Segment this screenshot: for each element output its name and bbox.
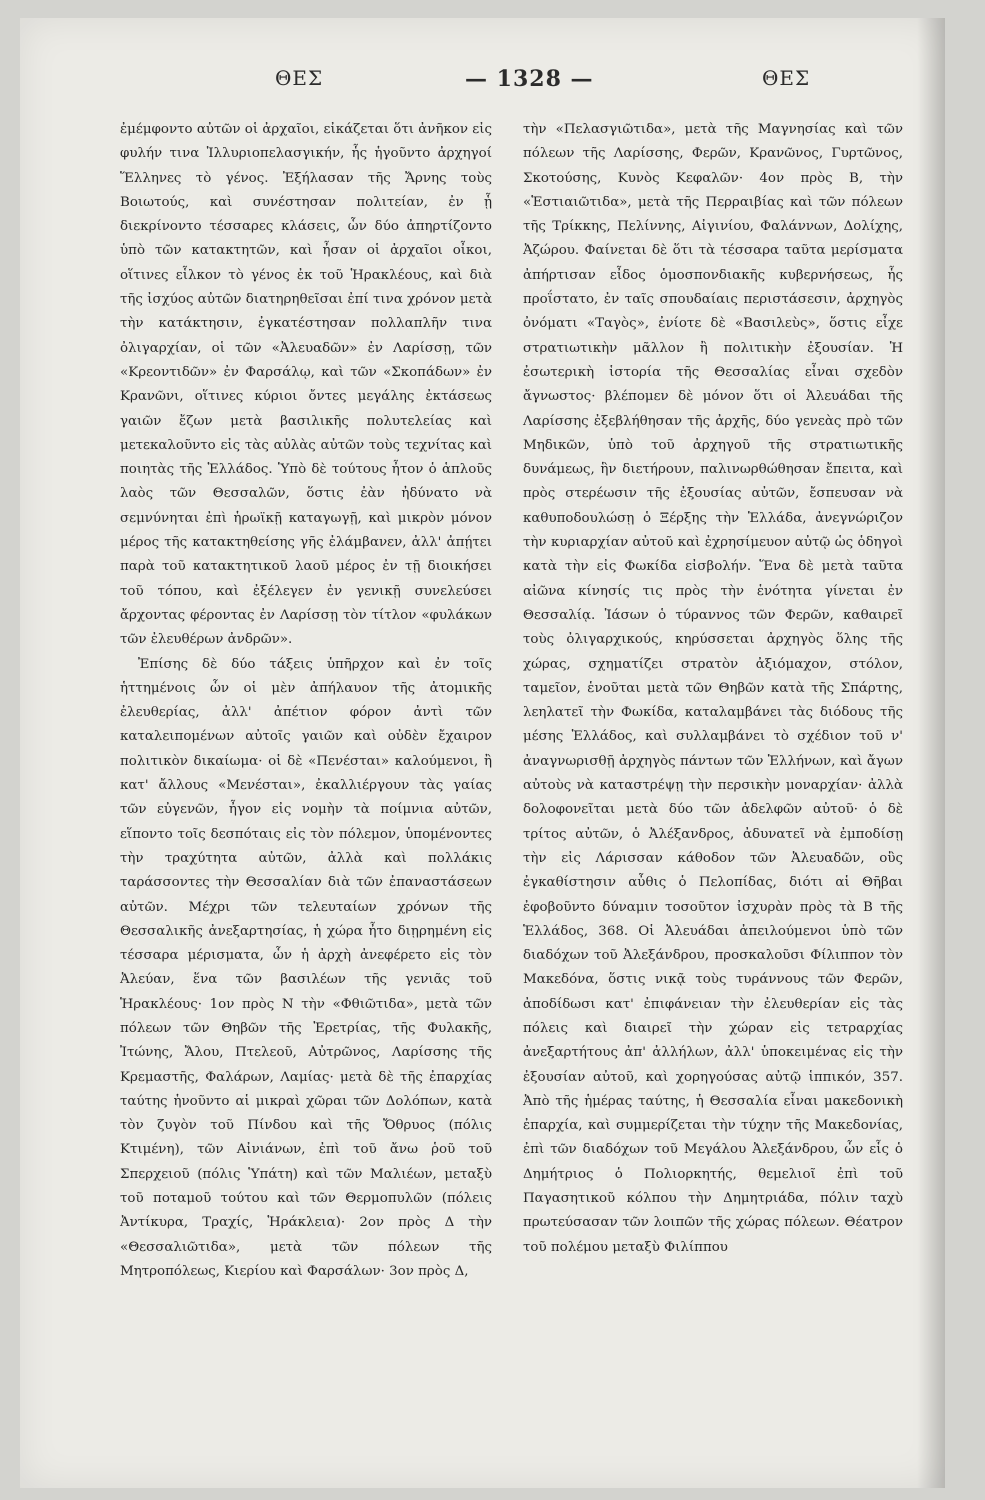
book-page [20, 18, 945, 1488]
right-paragraph-1: τὴν «Πελασγιῶτιδα», μετὰ τῆς Μαγνησίας καὶ τῶν πόλεων τῆς Λαρίσσης, Φερῶν, Κρανῶνος, Γυρτῶνος, Σκοτούσης, Κυνὸς Κεφαλῶν· 4ον πρὸς Β, τὴν «Ἑστιαιῶτιδα», μετὰ τῆς Περραιβίας καὶ τῶν πόλεων τῆς Τρίκκης, Πελίννης, Αἰγινίου, Φαλάννων, Δολίχης, Ἀζώρου. Φαίνεται δὲ ὅτι τὰ τέσσαρα ταῦτα μερίσματα ἀπήρτισαν εἶδος ὁμοσπονδιακῆς κυβερνήσεως, ἧς προΐστατο, ἐν ταῖς σπουδαίαις περιστάσεσιν, ἀρχηγὸς ὀνόματι «Ταγὸς», ἐνίοτε δὲ «Βασιλεὺς», ὅστις εἶχε στρατιωτικὴν μᾶλλον ἢ πολιτικὴν ἐξουσίαν. Ἡ ἐσωτερικὴ ἱστορία τῆς Θεσσαλίας εἶναι σχεδὸν ἄγνωστος· βλέπομεν δὲ μόνον ὅτι οἱ Ἀλευάδαι τῆς Λαρίσσης ἐξεβλήθησαν τῆς ἀρχῆς, δύο γενεὰς πρὸ τῶν Μηδικῶν, ὑπὸ τοῦ ἀρχηγοῦ τῆς στρατιωτικῆς δυνάμεως, ἣν διετήρουν, παλινωρθώθησαν ἔπειτα, καὶ πρὸς στερέωσιν τῆς ἐξουσίας αὐτῶν, ἔσπευσαν νὰ καθυποδουλώσῃ ὁ Ξέρξης τὴν Ἑλλάδα, ἀνεγνώριζον τὴν κυριαρχίαν αὐτοῦ καὶ ἐχρησίμευον αὐτῷ ὡς ὁδηγοὶ κατὰ τὴν εἰς Φωκίδα εἰσβολήν. Ἕνα δὲ μετὰ ταῦτα αἰῶνα κίνησίς τις πρὸς τὴν ἑνότητα γίνεται ἐν Θεσσαλίᾳ. Ἰάσων ὁ τύραννος τῶν Φερῶν, καθαιρεῖ τοὺς ὀλιγαρχικούς, κηρύσσεται ἀρχηγὸς ὅλης τῆς χώρας, σχηματίζει στρατὸν ἀξιόμαχον, στόλον, ταμεῖον, ἑνοῦται μετὰ τῶν Θηβῶν κατὰ τῆς Σπάρτης, λεηλατεῖ τὴν Φωκίδα, καταλαμβάνει τὰς διόδους τῆς μέσης Ἑλλάδος, καὶ συλλαμβάνει τὸ σχέδιον τοῦ ν' ἀναγνωρισθῇ ἀρχηγὸς πάντων τῶν Ἑλλήνων, καὶ ἄγων αὐτοὺς νὰ καταστρέψῃ τὴν περσικὴν μοναρχίαν· ἀλλὰ δολοφονεῖται μετὰ δύο τῶν ἀδελφῶν αὐτοῦ· ὁ δὲ τρίτος αὐτῶν, ὁ Ἀλέξανδρος, ἀδυνατεῖ νὰ ἐμποδίσῃ τὴν εἰς Λάρισσαν κάθοδον τῶν Ἀλευαδῶν, οὓς ἐγκαθίστησιν αὖθις ὁ Πελοπίδας, διότι αἱ Θῆβαι ἐφοβοῦντο δύναμιν τοσοῦτον ἰσχυρὰν πρὸς τὰ Β τῆς Ἑλλάδος, 368. Οἱ Ἀλευάδαι ἀπειλούμενοι ὑπὸ τῶν διαδόχων τοῦ Ἀλεξάνδρου, προσκαλοῦσι Φίλιππον τὸν Μακεδόνα, ὅστις νικᾷ τοὺς τυράννους τῶν Φερῶν, ἀποδίδωσι κατ' ἐπιφάνειαν τὴν ἐλευθερίαν εἰς τὰς πόλεις καὶ διαιρεῖ τὴν χώραν εἰς τετραρχίας ἀνεξαρτήτους ἀπ' ἀλλήλων, ἀλλ' ὑποκειμένας εἰς τὴν ἐξουσίαν αὐτοῦ, καὶ χορηγούσας αὐτῷ ἱππικόν, 357. Ἀπὸ τῆς ἡμέρας ταύτης, ἡ Θεσσαλία εἶναι μακεδονικὴ ἐπαρχία, καὶ συμμερίζεται τὴν τύχην τῆς Μακεδονίας, ἐπὶ τῶν διαδόχων τοῦ Μεγάλου Ἀλεξάνδρου, ὧν εἷς ὁ Δημήτριος ὁ Πολιορκητής, θεμελιοῖ ἐπὶ τοῦ Παγασητικοῦ κόλπου τὴν Δημητριάδα, πόλιν ταχὺ πρωτεύσασαν τῶν λοιπῶν τῆς χώρας πόλεων. Θέατρον τοῦ πολέμου μεταξὺ Φιλίππου [523, 122, 903, 1255]
header-left-guideword: ΘΕΣ [275, 66, 324, 90]
running-header [20, 66, 945, 106]
left-paragraph-2: Ἐπίσης δὲ δύο τάξεις ὑπῆρχον καὶ ἐν τοῖς ἡττημένοις ὧν οἱ μὲν ἀπήλαυον τῆς ἀτομικῆς ἐλευθερίας, ἀλλ' ἀπέτιον φόρον ἀντὶ τῶν καταλειπομένων αὐτοῖς γαιῶν καὶ οὐδὲν ἔχαιρον πολιτικὸν δικαίωμα· οἱ δὲ «Πενέσται» καλούμενοι, ἢ κατ' ἄλλους «Μενέσται», ἐκαλλιέργουν τὰς γαίας τῶν εὐγενῶν, ἦγον εἰς νομὴν τὰ ποίμνια αὐτῶν, εἵποντο τοῖς δεσπόταις εἰς τὸν πόλεμον, ὑπομένοντες τὴν τραχύτητα αὐτῶν, ἀλλὰ καὶ πολλάκις ταράσσοντες τὴν Θεσσαλίαν διὰ τῶν ἐπαναστάσεων αὐτῶν. Μέχρι τῶν τελευταίων χρόνων τῆς Θεσσαλικῆς ἀνεξαρτησίας, ἡ χώρα ἦτο διῃρημένη εἰς τέσσαρα μέρισματα, ὧν ἡ ἀρχὴ ἀνεφέρετο εἰς τὸν Ἀλεύαν, ἕνα τῶν βασιλέων τῆς γενιᾶς τοῦ Ἡρακλέους· 1ον πρὸς Ν τὴν «Φθιῶτιδα», μετὰ τῶν πόλεων τῶν Θηβῶν τῆς Ἐρετρίας, τῆς Φυλακῆς, Ἰτώνης, Ἄλου, Πτελεοῦ, Αὐτρῶνος, Λαρίσσης τῆς Κρεμαστῆς, Φαλάρων, Λαμίας· μετὰ δὲ τῆς ἐπαρχίας ταύτης ἡνοῦντο αἱ μικραὶ χῶραι τῶν Δολόπων, κατὰ τὸν ζυγὸν τοῦ Πίνδου καὶ τῆς Ὄθρυος (πόλις Κτιμένη), τῶν Αἰνιάνων, ἐπὶ τοῦ ἄνω ῥοῦ τοῦ Σπερχειοῦ (πόλις Ὑπάτη) καὶ τῶν Μαλιέων, μεταξὺ τοῦ ποταμοῦ τούτου καὶ τῶν Θερμοπυλῶν (πόλεις Ἀντίκυρα, Τραχίς, Ἡράκλεια)· 2ον πρὸς Δ τὴν «Θεσσαλιῶτιδα», μετὰ τῶν πόλεων τῆς Μητροπόλεως, Κιερίου καὶ Φαρσάλων· 3ον πρὸς Δ, [120, 656, 492, 1279]
header-right-guideword: ΘΕΣ [762, 66, 811, 90]
right-text-column [523, 118, 903, 1473]
left-text-column [120, 118, 492, 1473]
page-edge-shadow [917, 18, 945, 1488]
left-paragraph-1: ἐμέμφοντο αὐτῶν οἱ ἀρχαῖοι, εἰκάζεται ὅτι ἀνῆκον εἰς φυλήν τινα Ἰλλυριοπελασγικήν, ἧς ἡγοῦντο ἀρχηγοί Ἕλληνες τὸ γένος. Ἐξήλασαν τῆς Ἄρνης τοὺς Βοιωτούς, καὶ συνέστησαν πολιτείαν, ἐν ᾗ διεκρίνοντο τέσσαρες κλάσεις, ὧν δύο ἀπηρτίζοντο ὑπὸ τῶν κατακτητῶν, καὶ ἦσαν οἱ ἀρχαῖοι οἶκοι, οἵτινες εἷλκον τὸ γένος ἐκ τοῦ Ἡρακλέους, καὶ διὰ τῆς ἰσχύος αὐτῶν διατηρηθεῖσαι ἐπί τινα χρόνον μετὰ τὴν κατάκτησιν, ἐγκατέστησαν πολλαπλῆν τινα ὀλιγαρχίαν, οἱ τῶν «Ἀλευαδῶν» ἐν Λαρίσσῃ, τῶν «Κρεοντιδῶν» ἐν Φαρσάλῳ, καὶ τῶν «Σκοπάδων» ἐν Κρανῶνι, οἵτινες κύριοι ὄντες μεγάλης ἐκτάσεως γαιῶν ἔζων μετὰ βασιλικῆς πολυτελείας καὶ μετεκαλοῦντο εἰς τὰς αὐλὰς αὐτῶν τοὺς τεχνίτας καὶ ποιητὰς τῆς Ἑλλάδος. Ὑπὸ δὲ τούτους ἦτον ὁ ἁπλοῦς λαὸς τῶν Θεσσαλῶν, ὅστις ἐὰν ἠδύνατο νὰ σεμνύνηται ἐπὶ ἡρωϊκῇ καταγωγῇ, καὶ μικρὸν μόνον μέρος τῆς κατακτηθείσης γῆς ἐλάμβανεν, ἀλλ' ἀπῄτει παρὰ τοῦ κατακτητικοῦ λαοῦ μέρος ἐν τῇ διοικήσει τοῦ τόπου, καὶ ἐξέλεγεν ἐν γενικῇ συνελεύσει ἄρχοντας φέροντας ἐν Λαρίσσῃ τὸν τίτλον «φυλάκων τῶν ἐλευθέρων ἀνδρῶν». [120, 122, 492, 648]
page-number: — 1328 — [465, 66, 594, 92]
